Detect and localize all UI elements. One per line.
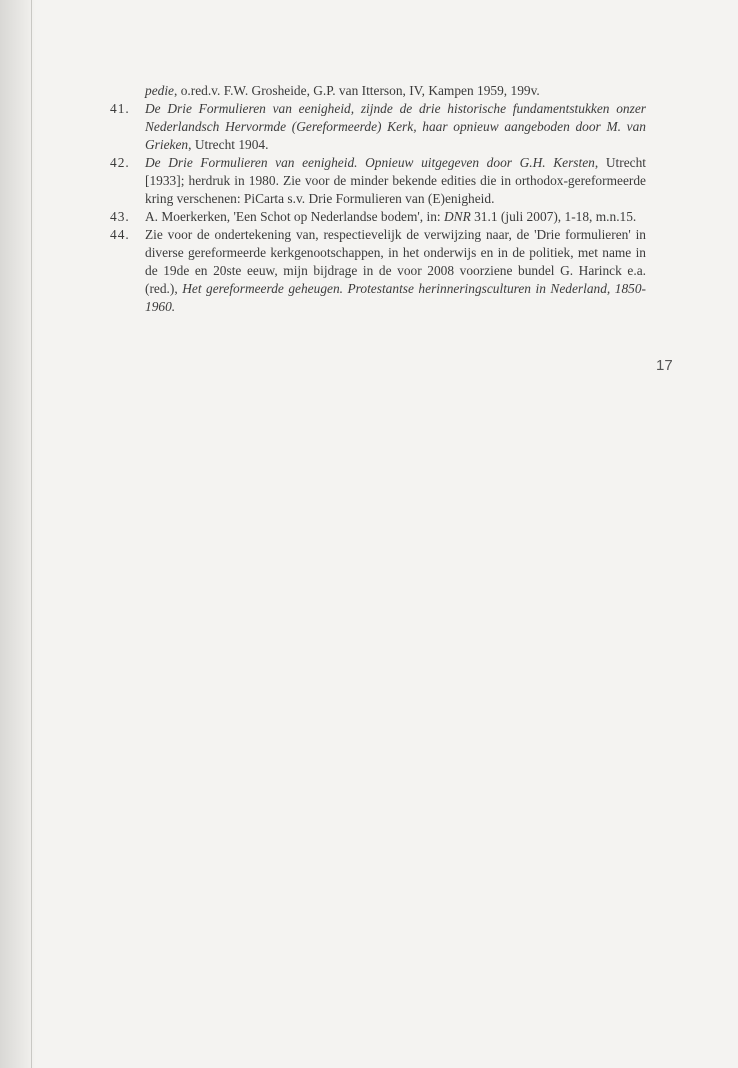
footnote-43 <box>110 208 646 226</box>
footnote-text-roman: , o.red.v. F.W. Grosheide, G.P. van Itterson, IV, Kampen 1959, 199v. <box>174 83 540 98</box>
footnote-text-italic: Het gereformeerde geheugen. Protestantse herinneringsculturen in Nederland, 1850-1960. <box>145 281 646 314</box>
footnote-44 <box>110 226 646 316</box>
footnote-text <box>145 100 646 154</box>
footnote-text-roman: 31.1 (juli 2007), 1-18, m.n.15. <box>470 209 637 224</box>
footnote-continuation <box>110 82 646 100</box>
footnote-text-roman: , Utrecht 1904. <box>188 137 269 152</box>
footnote-text <box>145 208 646 226</box>
footnote-text-roman: , Utrecht [1933]; herdruk in 1980. Zie voor de minder bekende edities die in orthodox-gereformeerde kring verschenen: PiCarta s.v. Drie Formulieren van (E)enigheid. <box>145 155 646 206</box>
footnote-text-roman: A. Moerkerken, 'Een Schot op Nederlandse bodem', in: <box>145 209 444 224</box>
footnote-text <box>145 226 646 316</box>
page-number: 17 <box>656 357 673 374</box>
footnote-text <box>145 154 646 208</box>
gutter-line <box>31 0 32 1068</box>
footnote-text <box>145 82 646 100</box>
footnote-text-italic: pedie <box>145 83 174 98</box>
footnote-41 <box>110 100 646 154</box>
footnote-text-roman: Zie voor de ondertekening van, respectievelijk de verwijzing naar, de 'Drie formulieren' in diverse gereformeerde kerkgenootschappen, in het onderwijs en in de politiek, met name in de 19de en 20ste eeuw, mijn bijdrage in de voor 2008 voorziene bundel G. Harinck e.a. (red.), <box>145 227 646 296</box>
footnote-number: 44. <box>110 227 130 242</box>
footnotes-block <box>110 82 646 316</box>
footnote-text-italic: DNR <box>443 209 471 224</box>
footnote-number: 43. <box>110 209 130 224</box>
footnote-text-italic: De Drie Formulieren van eenigheid, zijnde de drie historische fundamentstukken onzer Nederlandsch Hervormde (Gereformeerde) Kerk, haar opnieuw aangeboden door M. van Grieken <box>145 101 646 152</box>
footnote-42 <box>110 154 646 208</box>
footnote-number: 41. <box>110 101 130 116</box>
footnote-text-italic: De Drie Formulieren van eenigheid. Opnieuw uitgegeven door G.H. Kersten <box>145 155 595 170</box>
footnote-number: 42. <box>110 155 130 170</box>
